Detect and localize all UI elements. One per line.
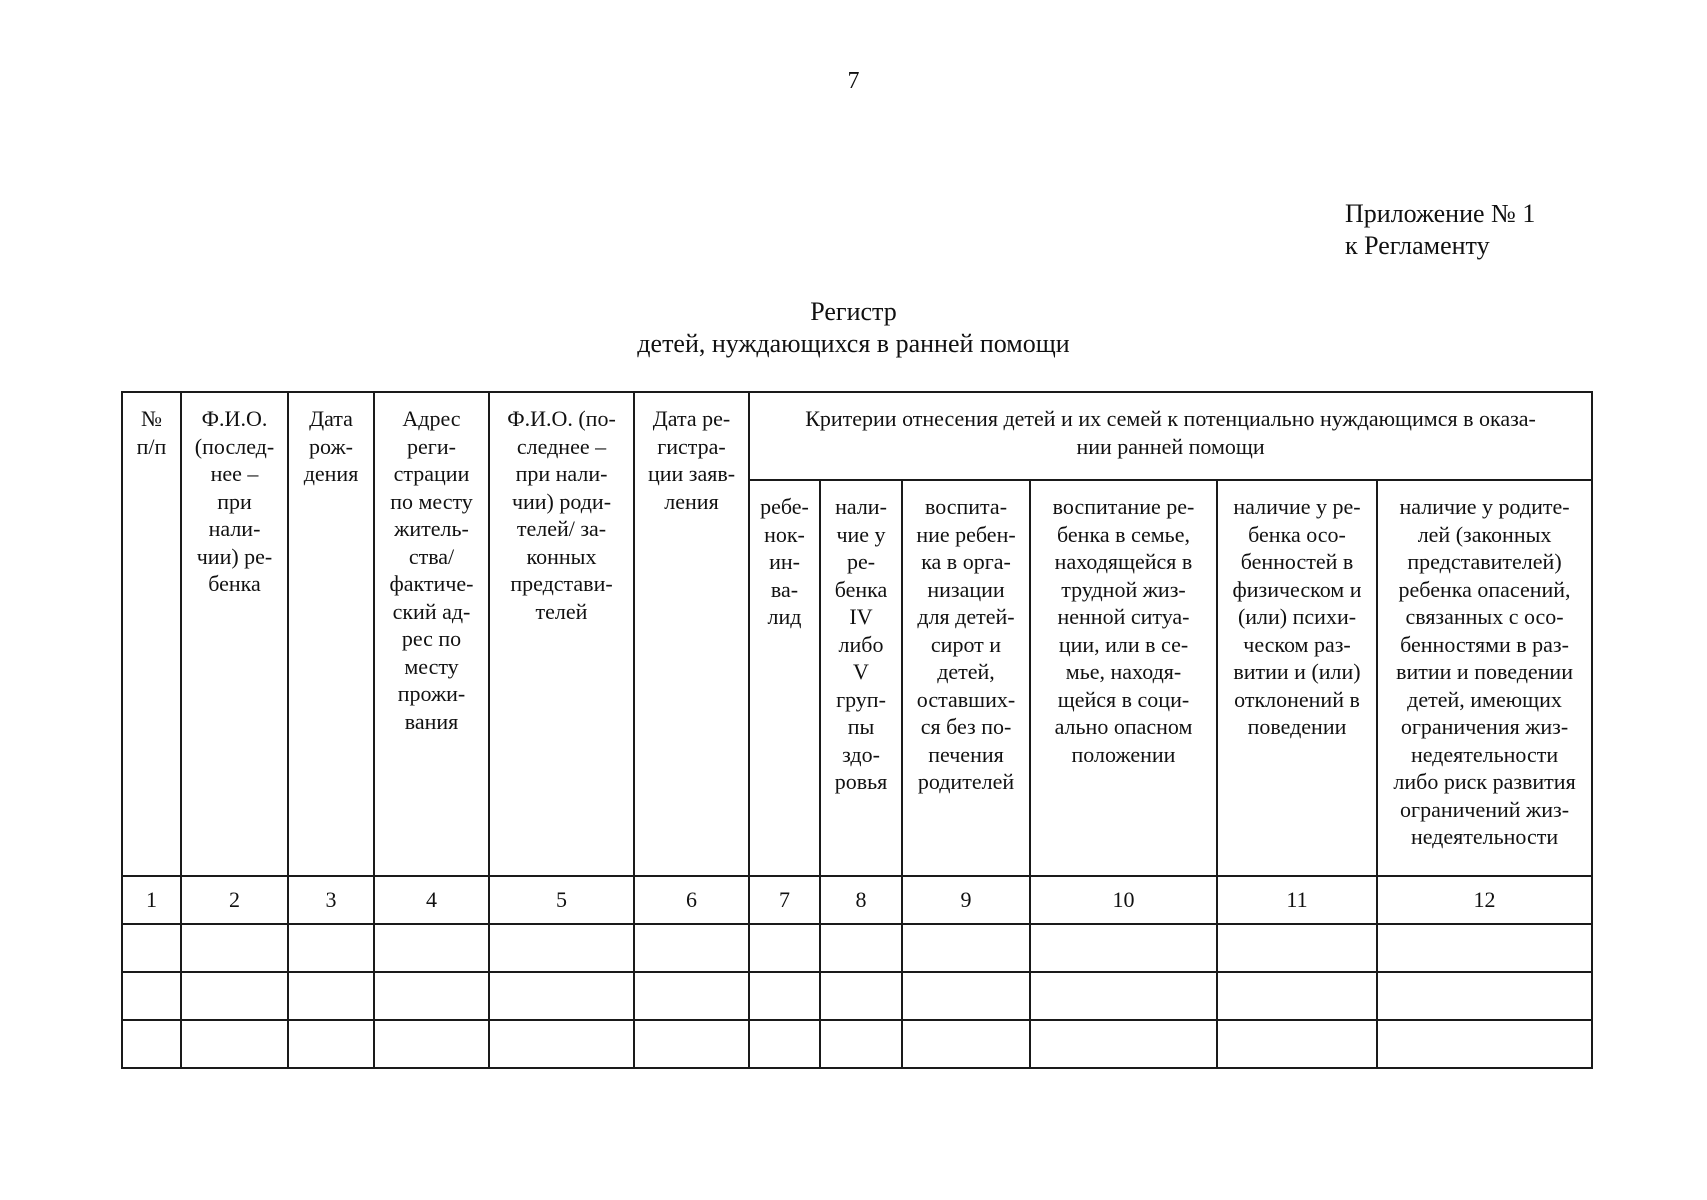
register-table <box>121 391 1593 1069</box>
empty-cell <box>902 924 1030 972</box>
empty-cell <box>1217 1020 1377 1068</box>
column-number-cell: 10 <box>1030 876 1217 924</box>
document-title <box>0 296 1707 360</box>
empty-cell <box>749 924 820 972</box>
column-number-cell: 4 <box>374 876 489 924</box>
column-number-cell: 7 <box>749 876 820 924</box>
empty-cell <box>1217 972 1377 1020</box>
empty-cell <box>288 1020 374 1068</box>
appendix-line-1: Приложение № 1 <box>1345 199 1536 228</box>
empty-cell <box>489 924 634 972</box>
empty-cell <box>1217 924 1377 972</box>
empty-cell <box>374 972 489 1020</box>
empty-cell <box>489 972 634 1020</box>
column-number-cell: 6 <box>634 876 749 924</box>
header-cell-parents-name: Ф.И.О. (по- следнее – при нали- чии) роди- телей/ за- конных представи- телей <box>489 392 634 876</box>
column-number-cell: 12 <box>1377 876 1592 924</box>
empty-cell <box>181 1020 288 1068</box>
empty-cell <box>1030 972 1217 1020</box>
appendix-line-2: к Регламенту <box>1345 231 1490 260</box>
table-row <box>122 972 1592 1020</box>
subheader-cell-health-group: нали- чие у ре- бенка IV либо V груп- пы здо- ровья <box>820 480 902 876</box>
empty-cell <box>288 924 374 972</box>
column-number-row <box>122 876 1592 924</box>
empty-cell <box>1377 1020 1592 1068</box>
empty-cell <box>122 972 181 1020</box>
empty-cell <box>902 972 1030 1020</box>
empty-cell <box>749 972 820 1020</box>
subheader-cell-development-features: наличие у ре- бенка осо- бенностей в физическом и (или) психи- ческом раз- витии и (или) отклонений в поведении <box>1217 480 1377 876</box>
empty-cell <box>749 1020 820 1068</box>
header-cell-number: № п/п <box>122 392 181 876</box>
column-number-cell: 8 <box>820 876 902 924</box>
column-number-cell: 3 <box>288 876 374 924</box>
column-number-cell: 11 <box>1217 876 1377 924</box>
header-cell-birth-date: Дата рож- дения <box>288 392 374 876</box>
empty-cell <box>634 1020 749 1068</box>
column-number-cell: 5 <box>489 876 634 924</box>
empty-cell <box>902 1020 1030 1068</box>
table-row <box>122 924 1592 972</box>
empty-cell <box>122 1020 181 1068</box>
empty-cell <box>1030 924 1217 972</box>
empty-cell <box>374 924 489 972</box>
empty-cell <box>820 924 902 972</box>
empty-cell <box>1377 924 1592 972</box>
header-cell-registration-date: Дата ре- гистра- ции заяв- ления <box>634 392 749 876</box>
subheader-cell-orphan-organization: воспита- ние ребен- ка в орга- низации для детей- сирот и детей, оставших- ся без по- печения родителей <box>902 480 1030 876</box>
page-number: 7 <box>847 68 860 94</box>
header-row-1 <box>122 392 1592 480</box>
empty-cell <box>489 1020 634 1068</box>
empty-cell <box>634 924 749 972</box>
empty-cell <box>1030 1020 1217 1068</box>
empty-cell <box>181 924 288 972</box>
empty-cell <box>634 972 749 1020</box>
empty-cell <box>820 1020 902 1068</box>
document-title-line-2: детей, нуждающихся в ранней помощи <box>637 329 1070 358</box>
table-row <box>122 1020 1592 1068</box>
empty-cell <box>820 972 902 1020</box>
subheader-cell-parent-concerns: наличие у родите- лей (законных представителей) ребенка опасений, связанных с осо- бенностями в раз- витии и поведении детей, имеющих ограничения жиз- недеятельности либо риск развития ограничений жиз- недеятельности <box>1377 480 1592 876</box>
column-number-cell: 2 <box>181 876 288 924</box>
column-number-cell: 9 <box>902 876 1030 924</box>
document-title-line-1: Регистр <box>810 297 897 326</box>
subheader-cell-disabled-child: ребе- нок- ин- ва- лид <box>749 480 820 876</box>
header-cell-criteria: Критерии отнесения детей и их семей к потенциально нуждающимся в оказа- нии ранней помощи <box>749 392 1592 480</box>
empty-cell <box>288 972 374 1020</box>
subheader-cell-difficult-situation: воспитание ре- бенка в семье, находящейся в трудной жиз- ненной ситуа- ции, или в се- мье, находя- щейся в соци- ально опасном положении <box>1030 480 1217 876</box>
empty-cell <box>1377 972 1592 1020</box>
empty-cell <box>374 1020 489 1068</box>
empty-cell <box>181 972 288 1020</box>
header-cell-child-name: Ф.И.О. (послед- нее – при нали- чии) ре- бенка <box>181 392 288 876</box>
empty-cell <box>122 924 181 972</box>
header-cell-address: Адрес реги- страции по месту житель- ства/ фактиче- ский ад- рес по месту прожи- вания <box>374 392 489 876</box>
appendix-reference <box>1345 198 1535 262</box>
column-number-cell: 1 <box>122 876 181 924</box>
